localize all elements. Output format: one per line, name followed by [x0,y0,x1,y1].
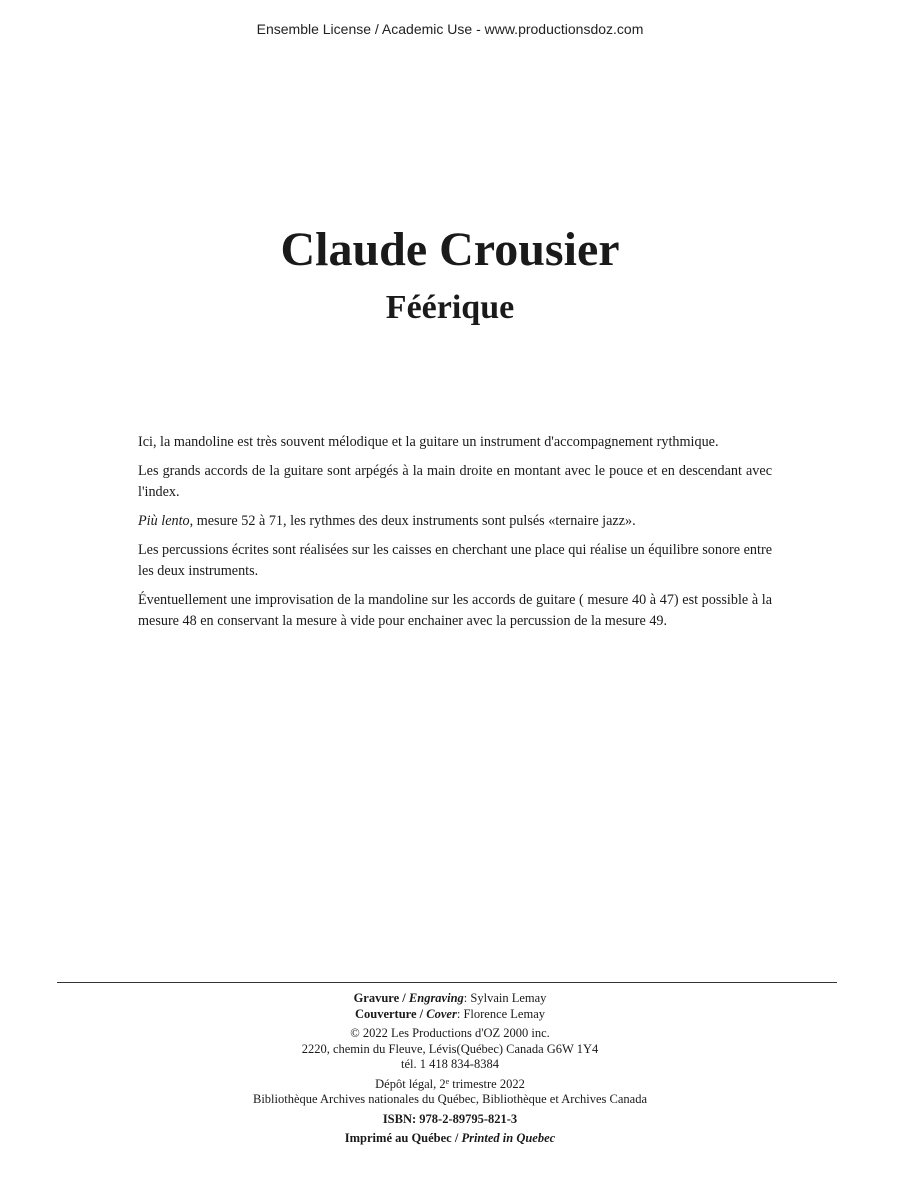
cover-credit [0,1007,900,1023]
composer-name: Claude Crousier [280,223,620,276]
publisher-address: 2220, chemin du Fleuve, Lévis(Québec) Canada G6W 1Y4 [301,1041,599,1056]
note-paragraph-5: Éventuellement une improvisation de la mandoline sur les accords de guitare ( mesure 40 à 47) est possible à la mesure 48 en conservant la mesure à vide pour enchainer avec la percussion de la mesure 49. [138,592,772,629]
engraving-credit [0,991,900,1007]
deposit-prefix: Dépôt légal, 2 [375,1076,446,1091]
legal-deposit [0,1077,900,1108]
deposit-sup: e [445,1076,450,1086]
copyright: © 2022 Les Productions d'OZ 2000 inc. [350,1026,550,1040]
note-paragraph-4: Les percussions écrites sont réalisées sur les caisses en cherchant une place qui réalise un équilibre sonore entre les deux instruments. [138,542,772,579]
cover-label-fr: Couverture / [354,1006,427,1021]
engraving-label-fr: Gravure / [353,991,409,1005]
credits [0,991,900,1022]
engraving-label-en: Engraving [408,991,464,1005]
note-paragraph-3 [138,511,772,532]
printed-in [0,1131,900,1147]
publisher-info [0,1026,900,1073]
note-paragraph-2: Les grands accords de la guitare sont arpégés à la main droite en montant avec le pouce et en descendant avec l'index. [138,463,772,500]
isbn [0,1112,900,1128]
license-header: Ensemble License / Academic Use - www.productionsdoz.com [256,21,644,37]
colophon [0,991,900,1147]
note-paragraph-3-text: , mesure 52 à 71, les rythmes des deux instruments sont pulsés «ternaire jazz». [189,513,636,529]
deposit-suffix: trimestre 2022 [449,1076,525,1091]
note-paragraph-1: Ici, la mandoline est très souvent mélodique et la guitare un instrument d'accompagnement rythmique. [138,434,719,450]
engraving-name: : Sylvain Lemay [463,991,547,1005]
isbn-text: ISBN: 978-2-89795-821-3 [382,1111,518,1126]
cover-label-en: Cover [426,1006,457,1021]
printed-en: Printed in Quebec [461,1131,556,1145]
footer-divider [57,982,837,983]
tempo-marking: Più lento [138,513,190,529]
printed-fr: Imprimé au Québec / [344,1131,462,1145]
cover-name: : Florence Lemay [456,1006,546,1021]
libraries-line: Bibliothèque Archives nationales du Québec, Bibliothèque et Archives Canada [253,1092,647,1106]
work-title: Féérique [385,289,515,326]
publisher-phone: tél. 1 418 834-8384 [401,1057,499,1071]
performance-notes [138,432,772,640]
deposit-line [0,1077,900,1093]
